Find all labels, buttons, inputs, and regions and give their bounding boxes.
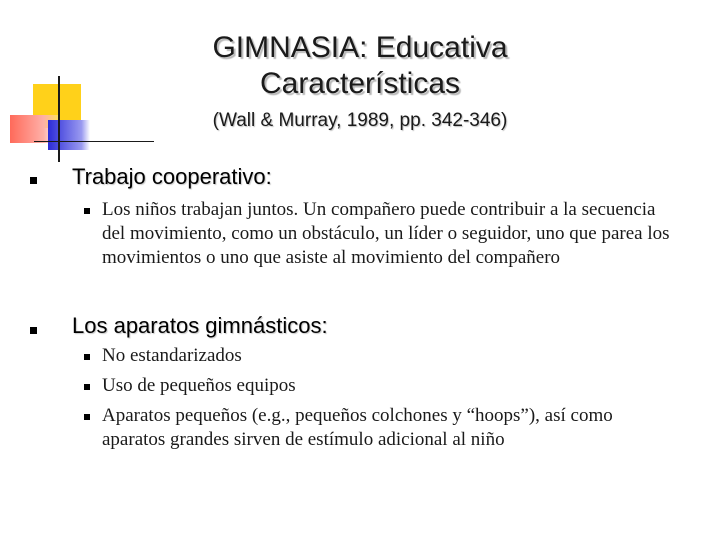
section-heading-trabajo: Trabajo cooperativo: [72,164,272,189]
title-line-1: GIMNASIA: Educativa [212,31,508,64]
square-bullet-icon [30,327,37,334]
slide-title [100,30,620,102]
list-item: No estandarizados [102,345,242,366]
decor-horizontal-line [34,141,154,142]
square-bullet-icon [84,414,90,420]
section-heading-aparatos: Los aparatos gimnásticos: [72,313,328,338]
slide-subtitle: (Wall & Murray, 1989, pp. 342-346) [212,110,508,131]
title-line-2: Características [259,67,461,100]
list-item: Aparatos pequeños (e.g., pequeños colchones y “hoops”), así como aparatos grandes sirven de estímulo adicional al niño [102,405,613,450]
square-bullet-icon [84,384,90,390]
list-item: Uso de pequeños equipos [102,375,296,396]
square-bullet-icon [84,354,90,360]
decor-vertical-line [58,76,60,162]
square-bullet-icon [84,208,90,214]
list-item: Los niños trabajan juntos. Un compañero puede contribuir a la secuencia del movimiento, como un obstáculo, un líder o seguidor, uno que parea los movimientos o uno que asiste al movimiento del compañero [102,199,670,268]
square-bullet-icon [30,177,37,184]
decor-blue-square [48,120,90,150]
